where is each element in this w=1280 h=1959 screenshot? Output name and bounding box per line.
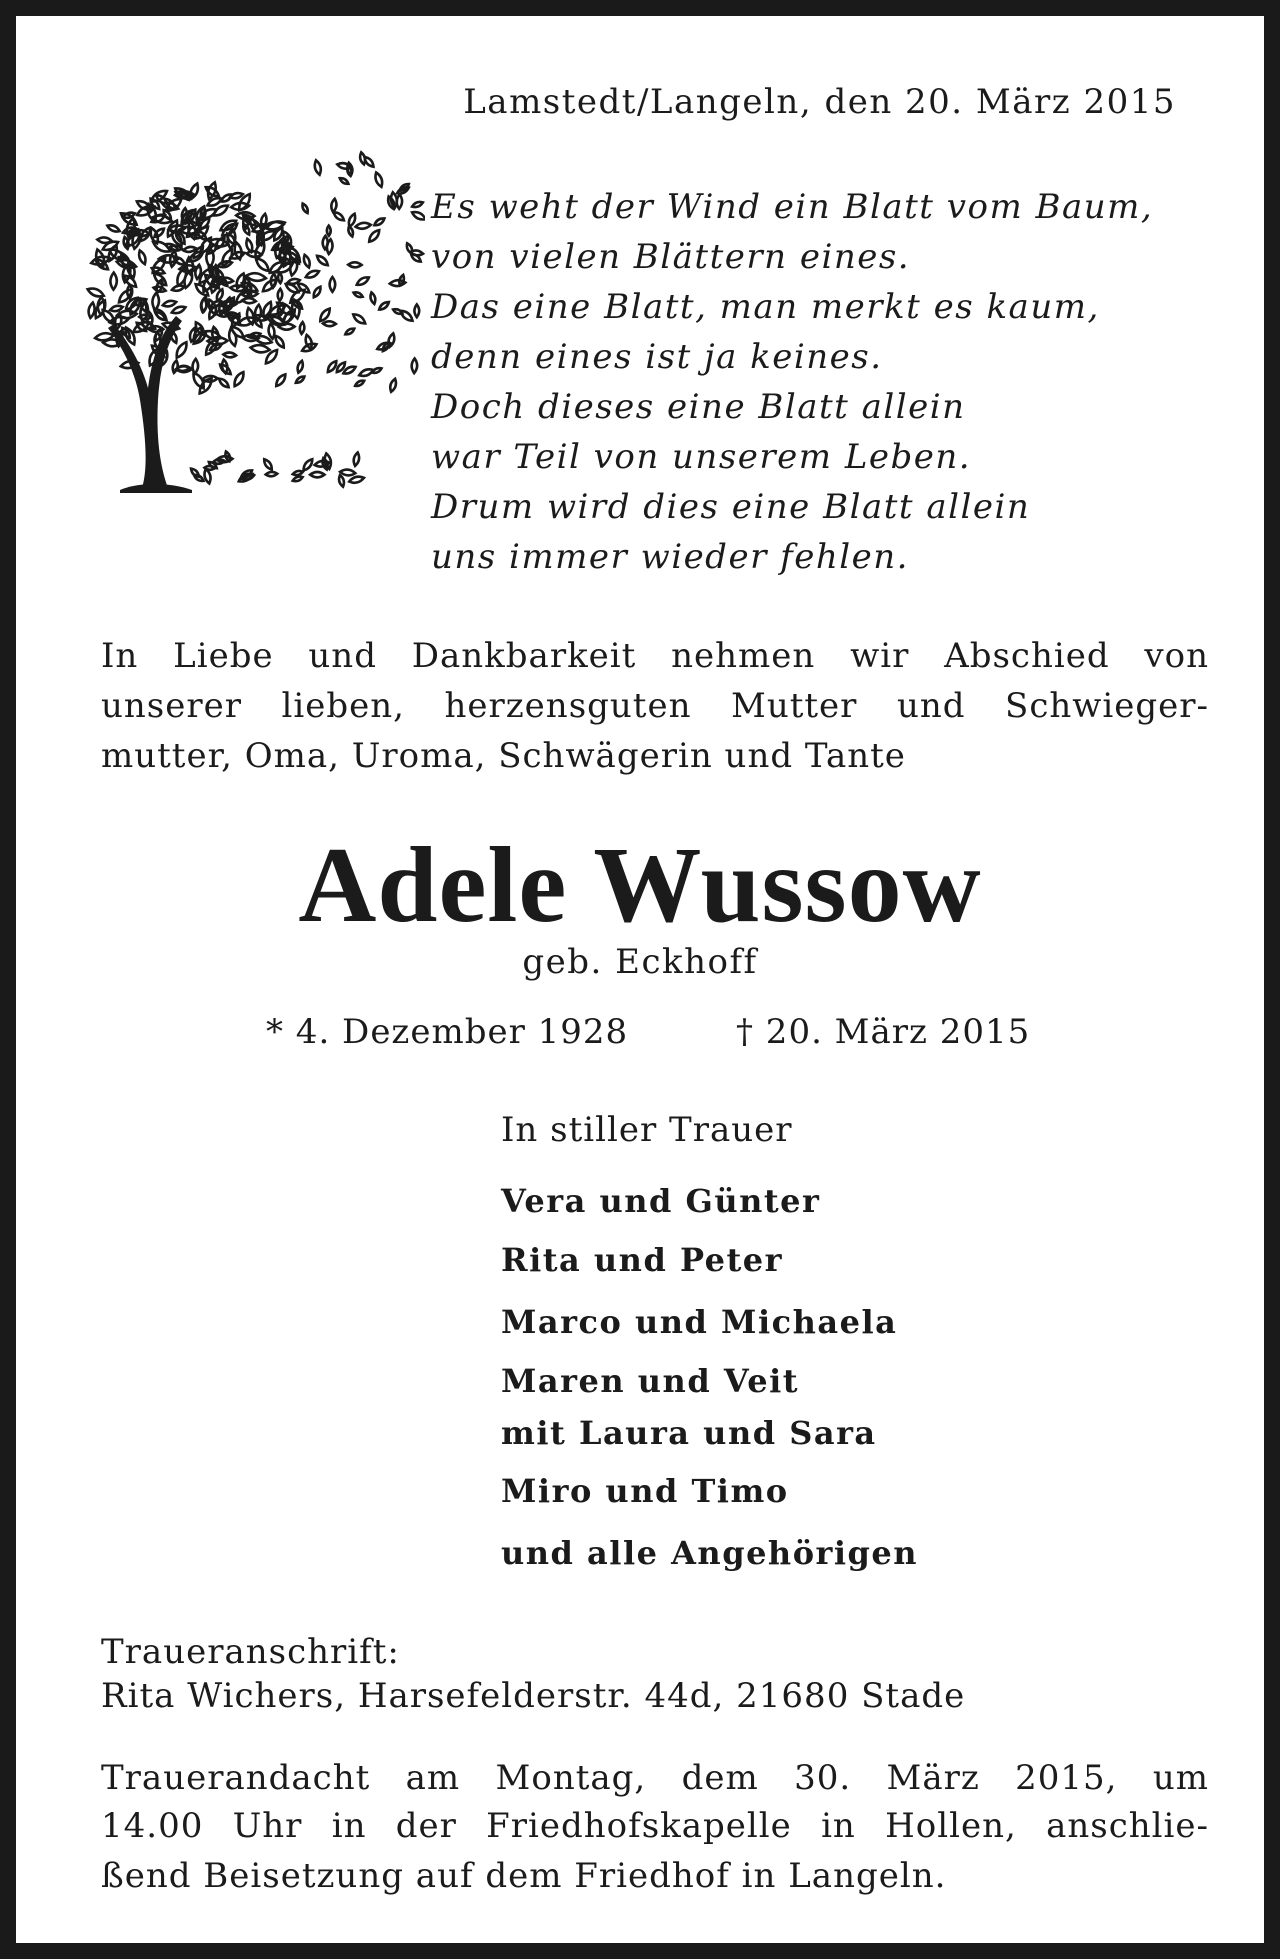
- leaf-shape: [162, 299, 177, 307]
- leaf-shape: [254, 256, 271, 273]
- leaf-shape: [352, 312, 367, 326]
- leaf-shape: [373, 172, 384, 188]
- poem: [431, 182, 1153, 582]
- poem-line: war Teil von unserem Leben.: [431, 437, 972, 477]
- place-and-date: Lamstedt/Langeln, den 20. März 2015: [463, 82, 1176, 122]
- leaf-shape: [338, 475, 345, 488]
- mourners-heading: In stiller Trauer: [501, 1110, 793, 1150]
- leaf-shape: [295, 375, 306, 384]
- leaf-shape: [227, 328, 238, 347]
- leaf-shape: [86, 286, 105, 299]
- leaf-shape: [322, 236, 328, 250]
- leaf-shape: [349, 475, 365, 484]
- mourner-line: Miro und Timo: [501, 1472, 789, 1510]
- address-label: Traueranschrift:: [101, 1632, 400, 1672]
- maiden-name: geb. Eckhoff: [522, 942, 758, 982]
- leaf-shape: [378, 300, 391, 311]
- leaf-shape: [262, 458, 273, 471]
- leaf-shape: [266, 472, 278, 477]
- birth-date: * 4. Dezember 1928: [266, 1012, 629, 1052]
- leaf-shape: [232, 370, 246, 387]
- leaf-shape: [340, 469, 356, 476]
- leaf-shape: [204, 466, 215, 470]
- leaf-shape: [296, 360, 304, 373]
- mourner-line: Maren und Veit: [501, 1362, 800, 1400]
- leaf-shape: [175, 267, 189, 287]
- leaf-shape: [154, 310, 166, 321]
- leaf-shape: [313, 160, 322, 176]
- tree-losing-leaves-icon: [80, 138, 425, 493]
- leaf-shape: [299, 322, 304, 334]
- leaf-shape: [411, 200, 423, 208]
- leaf-shape: [106, 223, 120, 233]
- leaf-shape: [414, 304, 419, 317]
- leaf-shape: [371, 367, 382, 375]
- poem-line: uns immer wieder fehlen.: [431, 537, 909, 577]
- leaf-shape: [353, 452, 361, 466]
- leaf-shape: [274, 373, 287, 388]
- leaf-shape: [279, 324, 295, 330]
- leaf-shape: [246, 251, 261, 258]
- service-line: ßend Beisetzung auf dem Friedhof in Langeln.: [101, 1856, 947, 1896]
- leaf-shape: [353, 291, 364, 299]
- leaf-shape: [188, 182, 200, 200]
- leaf-shape: [373, 217, 386, 228]
- leaf-shape: [323, 321, 336, 326]
- leaf-shape: [355, 275, 370, 287]
- leaf-shape: [110, 272, 117, 289]
- leaf-shape: [327, 226, 331, 236]
- leaf-shape: [273, 334, 286, 349]
- leaf-shape: [348, 262, 361, 267]
- leaf-shape: [411, 358, 417, 373]
- leaf-shape: [169, 330, 178, 343]
- leaf-shape: [302, 254, 311, 268]
- poem-line: Drum wird dies eine Blatt allein: [431, 487, 1031, 527]
- mourner-line: Vera und Günter: [501, 1182, 821, 1220]
- leaf-shape: [330, 277, 336, 292]
- leaf-shape: [97, 237, 112, 244]
- mourner-line: mit Laura und Sara: [501, 1414, 877, 1452]
- poem-line: Es weht der Wind ein Blatt vom Baum,: [431, 187, 1154, 227]
- leaf-shape: [305, 269, 320, 280]
- service-line: 14.00 Uhr in der Friedhofskapelle in Hollen, anschlie-: [101, 1806, 1209, 1846]
- leaf-shape: [252, 315, 263, 328]
- intro-line: mutter, Oma, Uroma, Schwägerin und Tante: [101, 736, 906, 776]
- leaf-shape: [344, 327, 355, 336]
- intro-line: In Liebe und Dankbarkeit nehmen wir Abschied von: [101, 636, 1209, 676]
- intro-line: unserer lieben, herzensguten Mutter und Schwieger-: [101, 686, 1209, 726]
- leaf-shape: [392, 308, 403, 315]
- leaf-shape: [301, 458, 314, 472]
- mourner-line: Marco und Michaela: [501, 1303, 898, 1341]
- leaf-shape: [301, 203, 309, 214]
- poem-line: von vielen Blättern eines.: [431, 237, 911, 277]
- leaf-shape: [127, 285, 132, 298]
- leaf-shape: [312, 285, 323, 298]
- leaf-shape: [347, 226, 354, 237]
- leaf-shape: [201, 299, 206, 312]
- leaf-shape: [359, 152, 366, 165]
- address-value: Rita Wichers, Harsefelderstr. 44d, 21680 Stade: [101, 1676, 966, 1716]
- leaf-shape: [277, 289, 282, 301]
- leaf-shape: [354, 379, 365, 387]
- leaf-shape: [339, 177, 350, 186]
- leaf-shape: [389, 378, 398, 393]
- deceased-name: Adele Wussow: [298, 826, 982, 945]
- leaf-shape: [278, 273, 283, 284]
- poem-line: Doch dieses eine Blatt allein: [431, 387, 966, 427]
- leaf-shape: [367, 228, 381, 243]
- leaf-shape: [268, 323, 276, 339]
- service-line: Trauerandacht am Montag, dem 30. März 2015, um: [101, 1758, 1209, 1798]
- leaf-shape: [315, 254, 329, 267]
- leaf-shape: [369, 292, 376, 305]
- mourner-line: und alle Angehörigen: [501, 1534, 919, 1572]
- death-date: † 20. März 2015: [736, 1012, 1031, 1052]
- leaf-shape: [218, 377, 231, 389]
- leaf-shape: [242, 298, 256, 304]
- leaf-shape: [411, 210, 425, 222]
- leaf-shape: [137, 249, 147, 265]
- leaf-shape: [254, 304, 261, 320]
- leaf-shape: [151, 239, 172, 255]
- poem-line: Das eine Blatt, man merkt es kaum,: [431, 287, 1100, 327]
- leaf-shape: [331, 198, 338, 212]
- leaf-shape: [387, 333, 396, 348]
- poem-line: denn eines ist ja keines.: [431, 337, 883, 377]
- leaf-shape: [292, 470, 303, 476]
- mourner-line: Rita und Peter: [501, 1241, 784, 1279]
- leaf-shape: [223, 352, 236, 358]
- leaf-shape: [310, 472, 324, 477]
- leaf-shape: [355, 222, 371, 230]
- leaf-shape: [250, 344, 270, 353]
- leaf-shape: [192, 359, 198, 374]
- leaf-shape: [405, 242, 414, 254]
